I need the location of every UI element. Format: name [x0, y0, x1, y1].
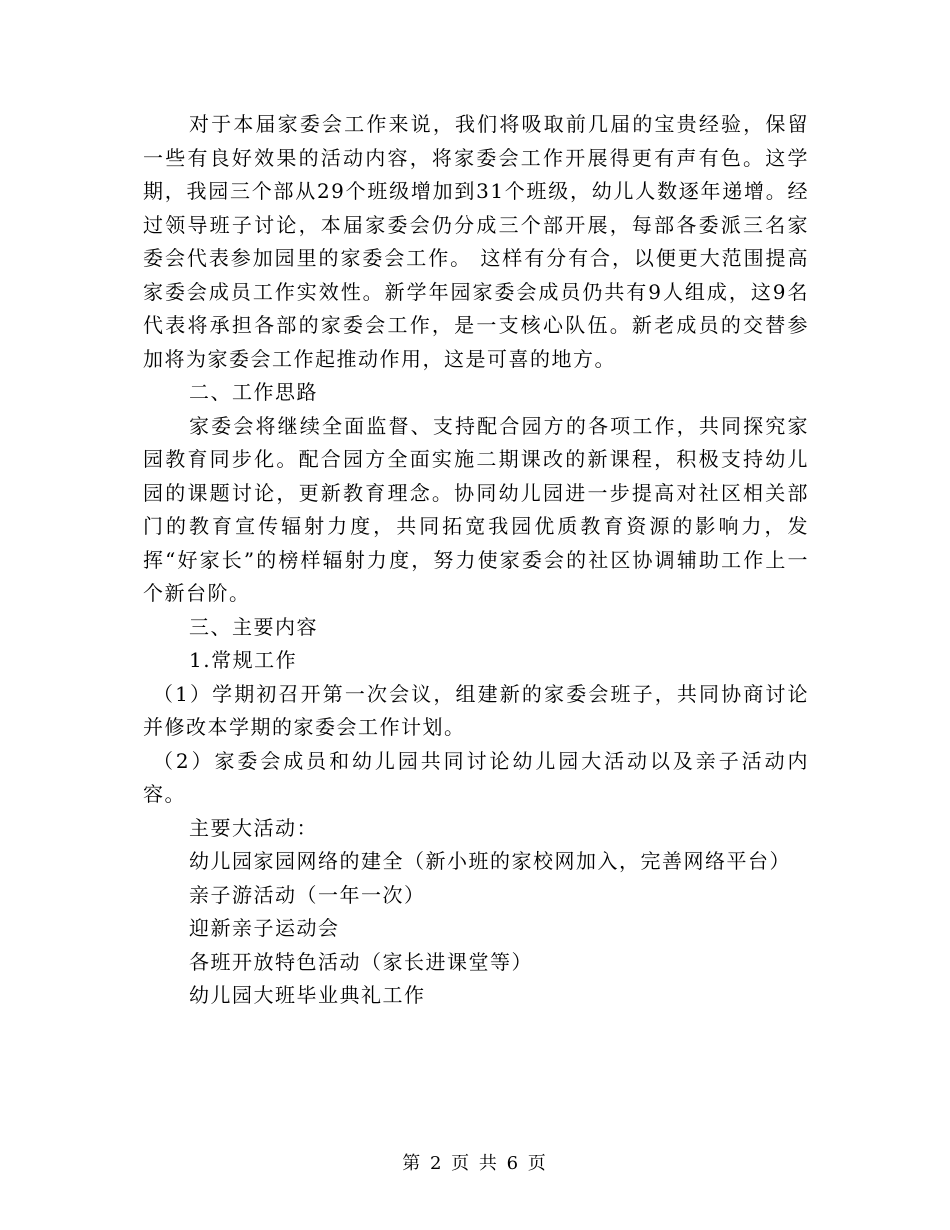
heading-work-ideas: 二、工作思路	[189, 380, 318, 404]
activity-item: 幼儿园家园网络的建全（新小班的家校网加入，完善网络平台）	[189, 849, 791, 873]
activity-item: 迎新亲子运动会	[189, 916, 340, 940]
activity-item: 亲子游活动（一年一次）	[189, 882, 426, 907]
list-item-2: （2）家委会成员和幼儿园共同讨论幼儿园大活动以及亲子活动内容。	[143, 748, 809, 806]
activity-item: 幼儿园大班毕业典礼工作	[189, 983, 426, 1007]
paragraph-work-ideas: 家委会将继续全面监督、支持配合园方的各项工作，共同探究家园教育同步化。配合园方全面实施二期课改的新课程，积极支持幼儿园的课题讨论，更新教育理念。协同幼儿园进一步提高对社区相关部门的教育宣传辐射力度，共同拓宽我园优质教育资源的影响力，发挥“好家长”的榜样辐射力度，努力使家委会的社区协调辅助工作上一个新台阶。	[143, 413, 809, 605]
list-item-1: （1）学期初召开第一次会议，组建新的家委会班子，共同协商讨论并修改本学期的家委会工作计划。	[143, 681, 809, 739]
heading-main-content: 三、主要内容	[189, 614, 318, 639]
paragraph-intro: 对于本届家委会工作来说，我们将吸取前几届的宝贵经验，保留一些有良好效果的活动内容，将家委会工作开展得更有声有色。这学期，我园三个部从29个班级增加到31个班级，幼儿人数逐年递增。经过领导班子讨论，本届家委会仍分成三个部开展，每部各委派三名家委会代表参加园里的家委会工作。 这样有分有合，以便更大范围提高家委会成员工作实效性。新学年园家委会成员仍共有9人组成，这9名代表将承担各部的家委会工作，是一支核心队伍。新老成员的交替参加将为家委会工作起推动作用，这是可喜的地方。	[143, 112, 809, 371]
document-body	[143, 108, 809, 1013]
subheading-routine-work: 1.常规工作	[189, 648, 298, 672]
page-footer: 第 2 页 共 6 页	[402, 1153, 548, 1174]
label-main-activities: 主要大活动：	[189, 815, 318, 840]
activity-item: 各班开放特色活动（家长进课堂等）	[189, 949, 533, 974]
